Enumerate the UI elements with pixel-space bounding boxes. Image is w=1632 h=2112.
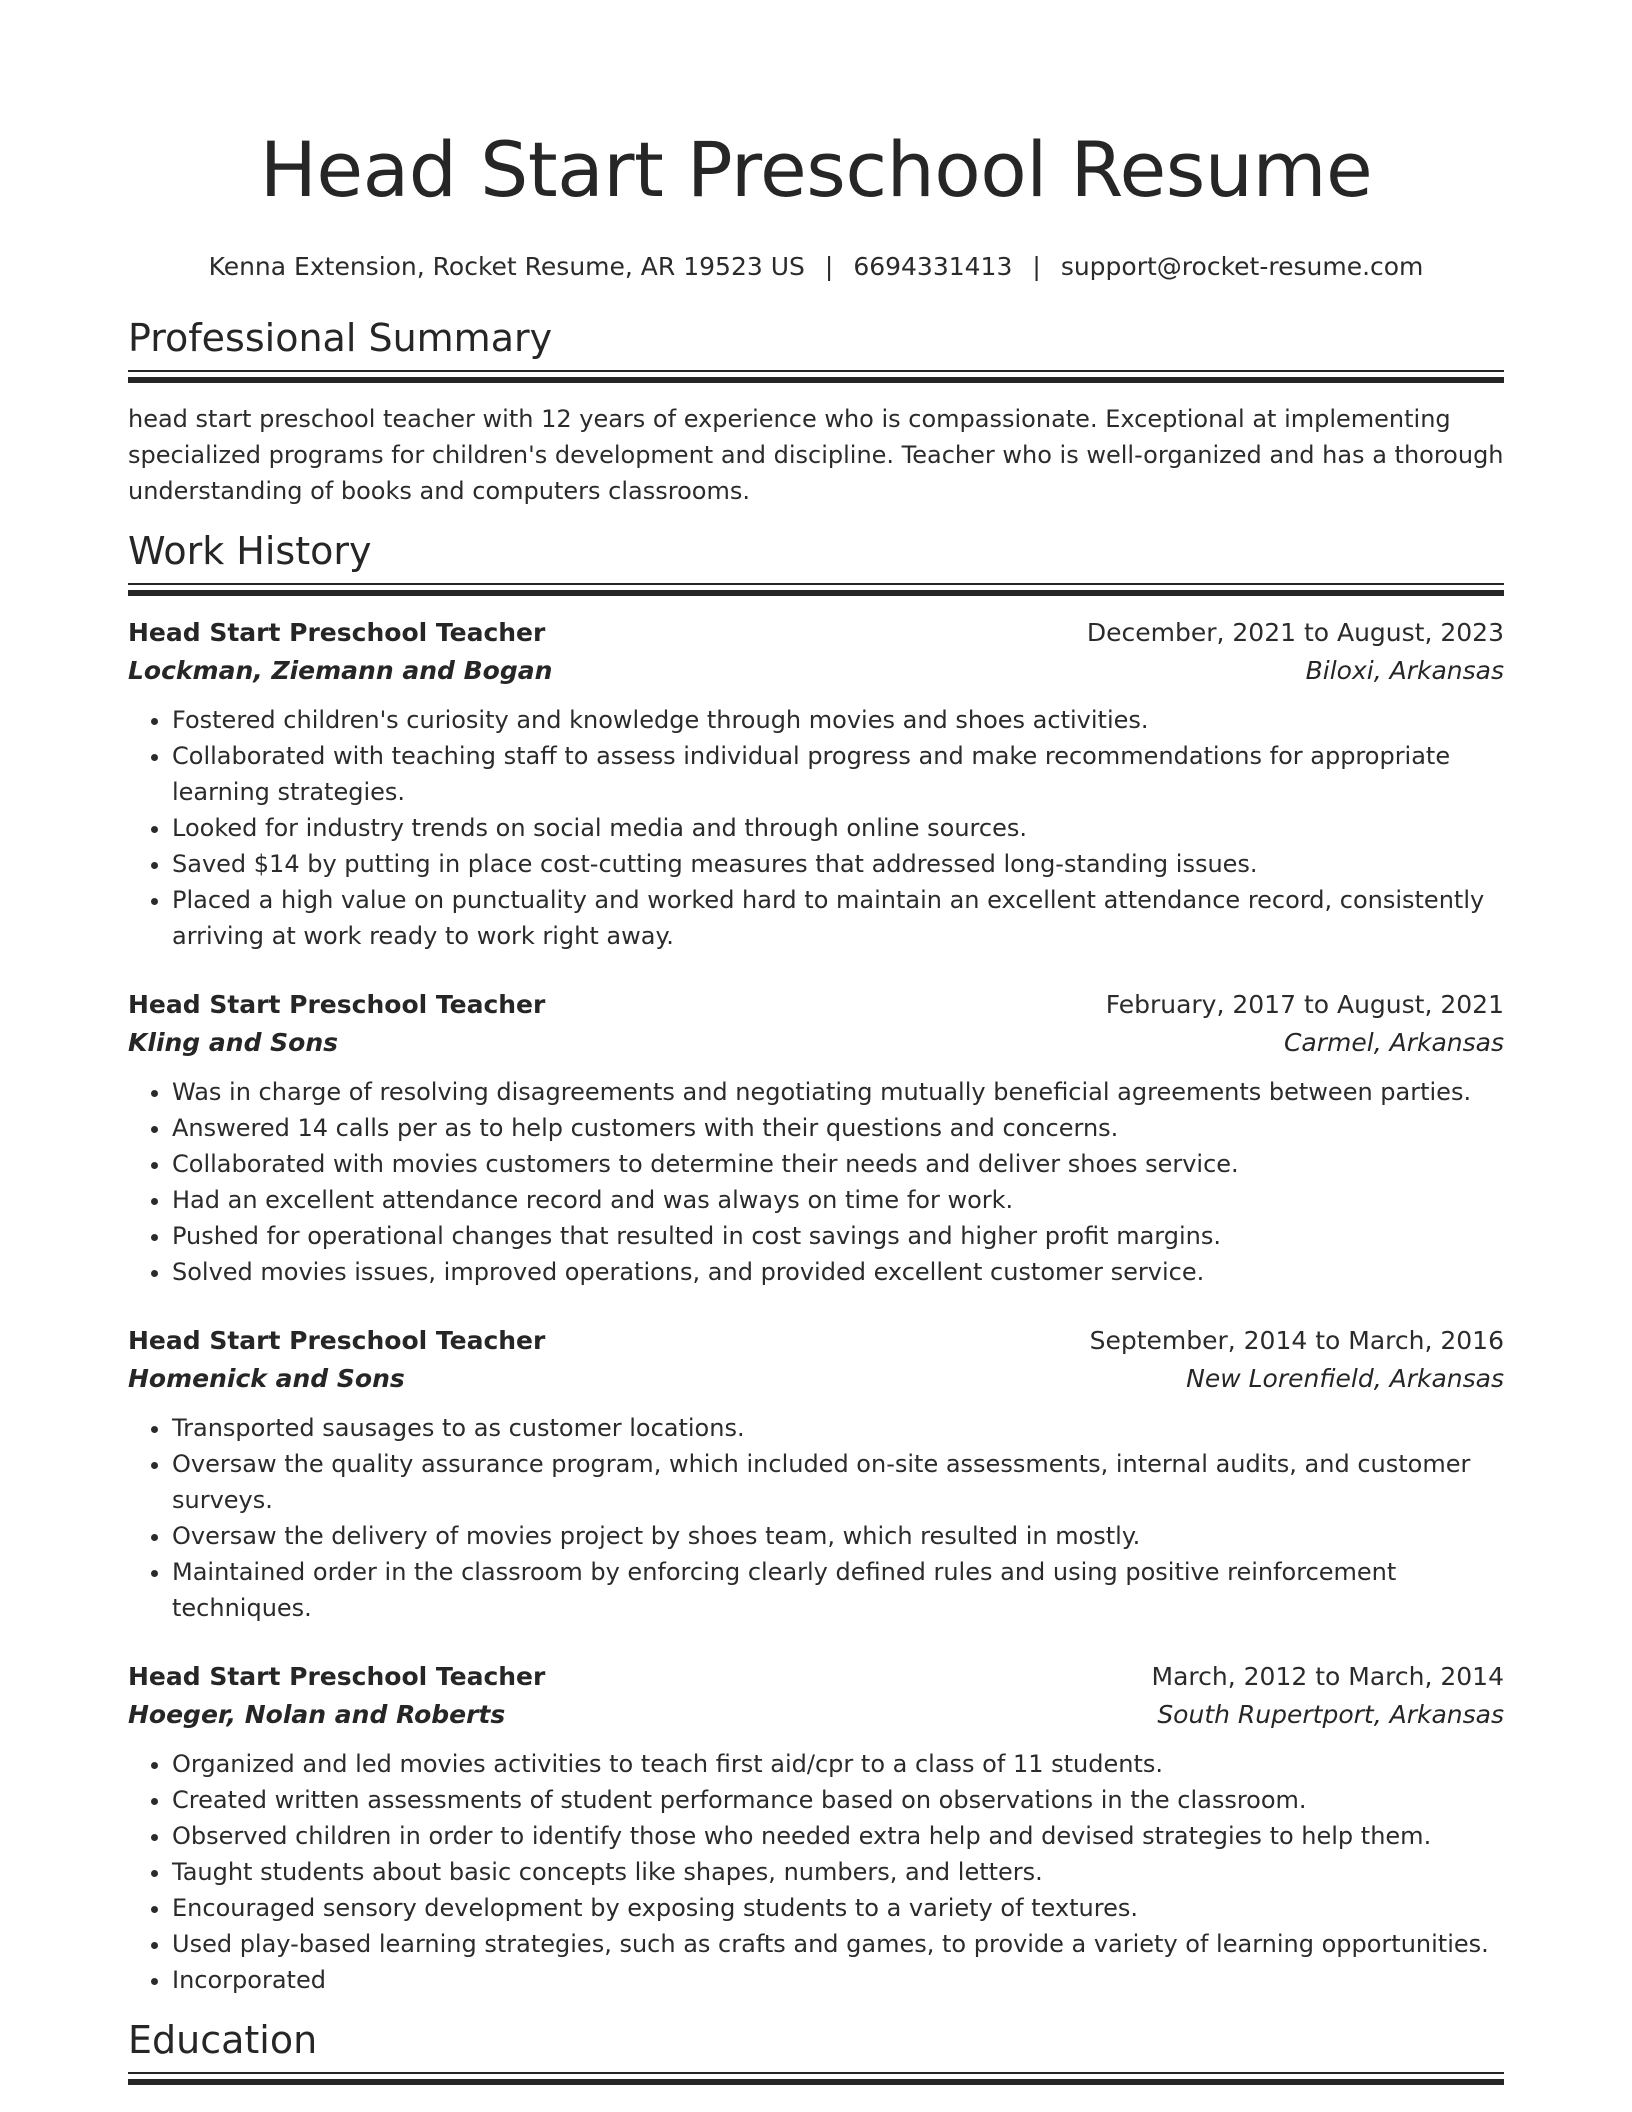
bullet-item: • Oversaw the delivery of movies project by shoes team, which resulted in mostly.: [172, 1518, 1504, 1554]
job-dates: December, 2021 to August, 2023: [1086, 618, 1504, 647]
contact-line: [128, 250, 1504, 284]
job-header: [128, 1322, 1504, 1360]
bullet-item: • Taught students about basic concepts like shapes, numbers, and letters.: [172, 1854, 1504, 1890]
bullet-item: • Created written assessments of student performance based on observations in the classroom.: [172, 1782, 1504, 1818]
job-location: New Lorenfield, Arkansas: [1186, 1364, 1504, 1393]
job-bullets: [128, 1410, 1504, 1626]
bullet-item: • Answered 14 calls per as to help customers with their questions and concerns.: [172, 1110, 1504, 1146]
contact-phone: 6694331413: [853, 252, 1013, 281]
bullet-item: • Collaborated with movies customers to determine their needs and deliver shoes service.: [172, 1146, 1504, 1182]
summary-section: [128, 314, 1504, 509]
work-heading: Work History: [128, 529, 372, 573]
job-title: Head Start Preschool Teacher: [128, 618, 546, 647]
job-company: Homenick and Sons: [128, 1364, 405, 1393]
contact-separator: |: [824, 252, 834, 281]
job-subheader: [128, 1696, 1504, 1734]
job-company: Hoeger, Nolan and Roberts: [128, 1700, 506, 1729]
job-subheader: [128, 1024, 1504, 1062]
contact-email: support@rocket-resume.com: [1060, 252, 1424, 281]
job-subheader: [128, 652, 1504, 690]
bullet-item: • Incorporated: [172, 1962, 1504, 1998]
bullet-item: • Saved $14 by putting in place cost-cutting measures that addressed long-standing issues.: [172, 846, 1504, 882]
job-title: Head Start Preschool Teacher: [128, 990, 546, 1019]
education-heading: Education: [128, 2018, 318, 2062]
section-divider: [128, 2072, 1504, 2085]
job-company: Kling and Sons: [128, 1028, 339, 1057]
contact-address: Kenna Extension, Rocket Resume, AR 19523 US: [208, 252, 805, 281]
job-entry: [128, 986, 1504, 1290]
bullet-item: • Had an excellent attendance record and was always on time for work.: [172, 1182, 1504, 1218]
bullet-item: • Collaborated with teaching staff to assess individual progress and make recommendations for appropriate learning strategies.: [172, 738, 1504, 810]
job-dates: February, 2017 to August, 2021: [1105, 990, 1504, 1019]
job-header: [128, 614, 1504, 652]
job-title: Head Start Preschool Teacher: [128, 1326, 546, 1355]
bullet-item: • Organized and led movies activities to teach first aid/cpr to a class of 11 students.: [172, 1746, 1504, 1782]
job-header: [128, 986, 1504, 1024]
section-divider: [128, 370, 1504, 383]
contact-separator: |: [1032, 252, 1041, 281]
job-entry: [128, 1322, 1504, 1626]
job-location: South Rupertport, Arkansas: [1157, 1700, 1504, 1729]
bullet-item: • Maintained order in the classroom by enforcing clearly defined rules and using positive reinforcement techniques.: [172, 1554, 1504, 1626]
bullet-item: • Solved movies issues, improved operations, and provided excellent customer service.: [172, 1254, 1504, 1290]
summary-heading: Professional Summary: [128, 316, 553, 360]
job-bullets: [128, 702, 1504, 954]
education-section: [128, 2016, 1504, 2085]
job-title: Head Start Preschool Teacher: [128, 1662, 546, 1691]
bullet-item: • Oversaw the quality assurance program, which included on-site assessments, internal audits, and customer surveys.: [172, 1446, 1504, 1518]
job-bullets: [128, 1746, 1504, 1998]
job-entry: [128, 1658, 1504, 1998]
bullet-item: • Transported sausages to as customer locations.: [172, 1410, 1504, 1446]
job-subheader: [128, 1360, 1504, 1398]
bullet-item: • Looked for industry trends on social media and through online sources.: [172, 810, 1504, 846]
job-company: Lockman, Ziemann and Bogan: [128, 656, 553, 685]
job-location: Carmel, Arkansas: [1283, 1028, 1504, 1057]
bullet-item: • Fostered children's curiosity and knowledge through movies and shoes activities.: [172, 702, 1504, 738]
bullet-item: • Placed a high value on punctuality and worked hard to maintain an excellent attendance record, consistently arriving at work ready to work right away.: [172, 882, 1504, 954]
job-entry: [128, 614, 1504, 954]
summary-text: head start preschool teacher with 12 years of experience who is compassionate. Exceptional at implementing specialized programs for children's development and discipline. Teacher who is well-organized and has a thorough understanding of books and computers classrooms.: [128, 405, 1504, 505]
resume-page: [128, 0, 1504, 2085]
bullet-item: • Encouraged sensory development by exposing students to a variety of textures.: [172, 1890, 1504, 1926]
bullet-item: • Pushed for operational changes that resulted in cost savings and higher profit margins.: [172, 1218, 1504, 1254]
bullet-item: • Used play-based learning strategies, such as crafts and games, to provide a variety of learning opportunities.: [172, 1926, 1504, 1962]
job-dates: March, 2012 to March, 2014: [1151, 1662, 1504, 1691]
work-section: [128, 527, 1504, 1998]
job-dates: September, 2014 to March, 2016: [1089, 1326, 1504, 1355]
job-bullets: [128, 1074, 1504, 1290]
bullet-item: • Was in charge of resolving disagreements and negotiating mutually beneficial agreements between parties.: [172, 1074, 1504, 1110]
job-location: Biloxi, Arkansas: [1305, 656, 1504, 685]
resume-title: Head Start Preschool Resume: [259, 125, 1373, 214]
bullet-item: • Observed children in order to identify those who needed extra help and devised strategies to help them.: [172, 1818, 1504, 1854]
job-header: [128, 1658, 1504, 1696]
section-divider: [128, 583, 1504, 596]
